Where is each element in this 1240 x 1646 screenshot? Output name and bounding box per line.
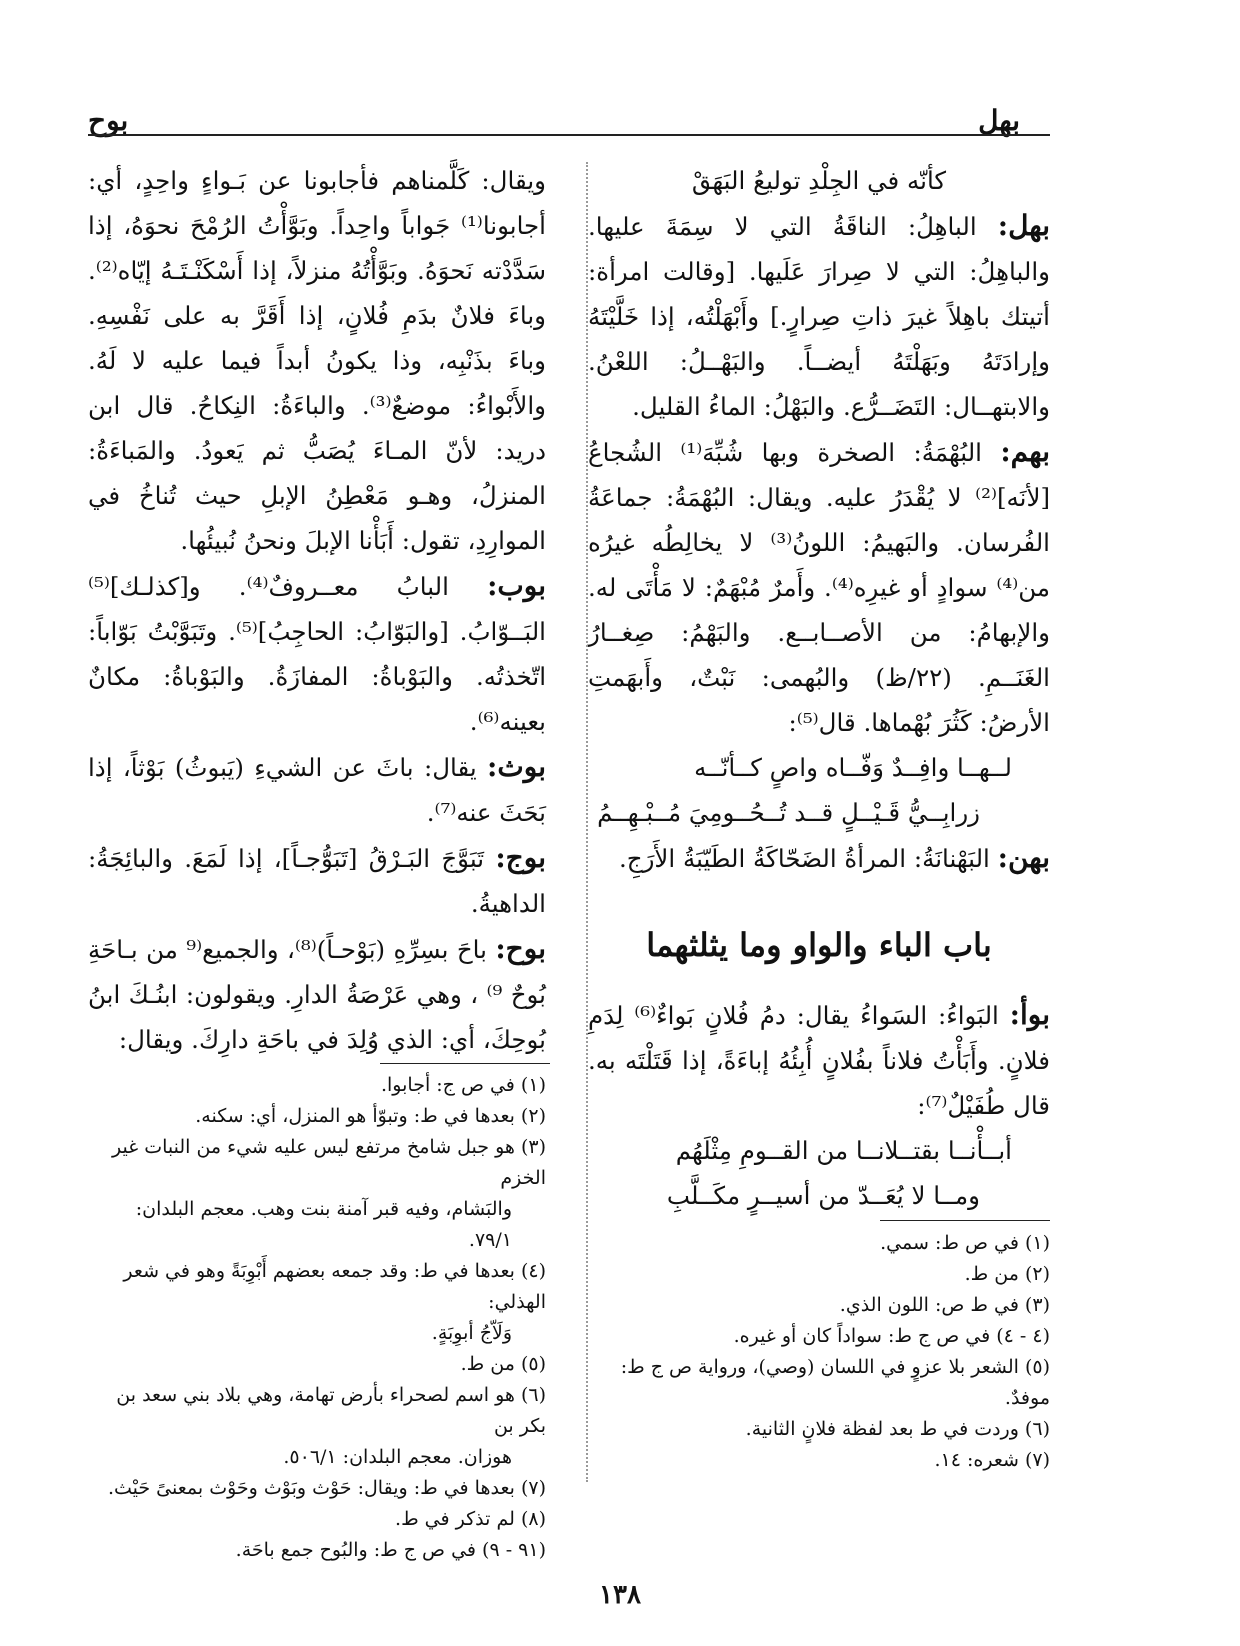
- footnote: (٦) هو اسم لصحراء بأرض تهامة، وهي بلاد بني سعد بن بكر بن: [116, 1384, 546, 1437]
- verse-line: أبــأْنــا بقتــلانــا من القــومِ مِثْلَهُم: [675, 1136, 1012, 1165]
- footnote-rule-left: [380, 1063, 550, 1064]
- footnotes-right: [590, 1228, 1050, 1476]
- footnote: (٣) في ط ص: اللون الذي.: [839, 1294, 1050, 1316]
- entry-text: البَواءُ: السَواءُ يقال: دمُ فُلانٍ بَواءٌ⁽⁶⁾ لِدَمِ فلانٍ. وأَبَأْتُ فلاناً بفُلانٍ أُبِئُهُ إباءَةً، إذا قَتَلْتَه به. قال طُفَيْلٌ⁽⁷⁾:: [588, 1001, 1050, 1120]
- header-rule: [88, 134, 1050, 136]
- entry-bawth: [88, 744, 546, 835]
- footnote: (٧) بعدها في ط: ويقال: حَوْث وبَوْث وحَوْث بمعنىً حَيْث.: [107, 1477, 546, 1499]
- verse-line: زرابِــيُّ قَـيْــلٍ قــد تُــحُــومِيَ مُــبْـهِــمُ: [597, 798, 980, 827]
- entry-text: البَهْنانَةُ: المرأةُ الضَحّاكَةُ الطَيّبَةُ الأَرَجِ.: [618, 844, 990, 873]
- entry-bawj: [88, 835, 546, 926]
- verse-line: لــهــا وافِــدٌ وَفّــاه واصٍ كــأنّــه: [694, 753, 1012, 782]
- headword: بوح:: [495, 932, 546, 965]
- footnote: (٤ - ٤) في ص ج ط: سواداً كان أو غيره.: [733, 1325, 1050, 1347]
- footnote-continuation: والبَشام، وفيه قبر آمنة بنت وهب. معجم البلدان: ٧٩/١.: [135, 1198, 512, 1251]
- headword: بوب:: [487, 569, 547, 602]
- footnote: (٩١ - ٩) في ص ج ط: والبُوح جمع باحَة.: [235, 1539, 546, 1561]
- entry-text: باحَ بسِرِّهِ (بَوْحـاً)⁽⁸⁾، والجميع⁽⁹ من بـاحَةِ بُوحٌ ⁹⁾ ، وهي عَرْصَةُ الدارِ. ويقولون: ابنُـكَ ابنُ بُوحِكَ، أي: الذي وُلِدَ في باحَةِ دارِكَ. ويقال:: [88, 935, 546, 1054]
- footnote: (٦) وردت في ط بعد لفظة فلانٍ الثانية.: [745, 1418, 1050, 1440]
- footnote: (٥) من ط.: [460, 1353, 546, 1375]
- running-header-left: بوح: [88, 104, 129, 137]
- entry-bawb: [88, 563, 546, 744]
- footnote: (٤) بعدها في ط: وقد جمعه بعضهم أَبْوِبَةً وهو في شعر الهذلي:: [123, 1260, 546, 1313]
- paragraph: ويقال: كَلَّمناهم فأجابونا عن بَـواءٍ واحِدٍ، أي: أجابونا⁽¹⁾ جَواباً واحِداً. وبَوَّأْتُ الرُمْحَ نحوَهُ، إذا سَدَّدْته نَحوَهُ. وبَوَّأْتُهُ منزلاً، إذا أَسْكَنْـتَـهُ إيّاه⁽²⁾. وباءَ فلانٌ بدَمِ فُلانٍ، إذا أَقَرَّ به على نَفْسِهِ. وباءَ بذَنْبِه، وذا يكونُ أبداً فيما عليه لا لَهُ. والأَبْواءُ: موضعٌ⁽³⁾. والباءَةُ: النِكاحُ. قال ابن دريد: لأنّ المـاءَ يُصَبُّ ثم يَعودُ. والمَباءَةُ: المنزلُ، وهـو مَعْطِنُ الإبلِ حيث تُناخُ في الموارِدِ، تقول: أَبَأْنا الإبلَ ونحنُ نُبيئُها.: [88, 166, 546, 555]
- footnote: (٧) شعره: ١٤.: [934, 1449, 1050, 1471]
- entry-bawa: [588, 992, 1050, 1128]
- footnote: (٢) من ط.: [964, 1263, 1050, 1285]
- footnote-continuation: هوزان. معجم البلدان: ٥٠٦/١.: [283, 1446, 512, 1468]
- headword: بهم:: [1000, 435, 1050, 468]
- footnote-continuation: وَلَاّجُ أبوِبَةٍ.: [431, 1322, 512, 1344]
- left-column: [88, 158, 546, 1062]
- footnote: (٨) لم تذكر في ط.: [395, 1508, 546, 1530]
- entry-bahal: [588, 203, 1050, 429]
- headword: بهل:: [997, 209, 1050, 242]
- entry-text: البُهْمَةُ: الصخرة وبها شُبِّهَ⁽¹⁾ الشُجاعُ [لأنَه]⁽²⁾ لا يُقْدَرُ عليه. ويقال: البُهْمَةُ: جماعَةُ الفُرسان. والبَهيمُ: اللونُ⁽³⁾ لا يخالِطُه غيرُه من⁽⁴⁾ سوادٍ أو غيرِه⁽⁴⁾. وأَمرٌ مُبْهَمٌ: لا مَأْتَى له. والإبهامُ: من الأصــابــع. والبَهْمُ: صِغــارُ الغَنَــمِ. (٢٢/ظ) والبُهمى: نَبْتٌ، وأَبهَمتِ الأرضُ: كَثُرَ بُهْماها. قال⁽⁵⁾:: [588, 438, 1050, 737]
- footnotes-left: [88, 1070, 546, 1566]
- footnote-rule-right: [880, 1220, 1050, 1221]
- footnote: (٥) الشعر بلا عزوٍ في اللسان (وصي)، ورواية ص ج ط: موفدٌ.: [620, 1356, 1050, 1409]
- entry-text: البابُ معــروفٌ⁽⁴⁾. و[كذلـك]⁽⁵⁾ البَــوّابُ. [والبَوّابُ: الحاجِبُ]⁽⁵⁾. وتَبَوَّبْتُ بَوّاباً: اتّخذتُه. والبَوْباةُ: المفازَةُ. والبَوْباةُ: مكانٌ بعينه⁽⁶⁾.: [88, 572, 546, 736]
- footnote: (٢) بعدها في ط: وتبوّأ هو المنزل، أي: سكنه.: [195, 1105, 546, 1127]
- section-title: باب الباء والواو وما يثلثهما: [646, 926, 992, 964]
- entry-bawh: [88, 926, 546, 1062]
- right-column: [588, 158, 1050, 1218]
- verse-line: ومــا لا يُعَــدّ من أسيــرٍ مكَــلَّبِ: [666, 1181, 980, 1210]
- footnote: (٣) هو جبل شامخ مرتفع ليس عليه شيء من النبات غير الخزم: [112, 1136, 546, 1189]
- footnote: (١) في ص ط: سمي.: [880, 1232, 1050, 1254]
- entry-text: يقال: باثَ عن الشيءِ (يَبوثُ) بَوْثاً، إذا بَحَثَ عنه⁽⁷⁾.: [88, 753, 546, 827]
- column-separator: [586, 162, 588, 1482]
- headword: بوج:: [495, 841, 546, 874]
- verse-fragment: كأنّه في الجِلْدِ توليعُ البَهَقْ: [691, 166, 947, 195]
- entry-text: الباهِلُ: الناقَةُ التي لا سِمَةَ عليها. والباهِلُ: التي لا صِرارَ عَلَيها. [وقالت امرأة: أتيتك باهِلاً غيرَ ذاتِ صِرارٍ.] وأَبْهَلْتُه، إذا خَلَّيْتَهُ وإرادَتَهُ وبَهَلْتَهُ أيضــاً. والبَهْــلُ: اللعْنُ. والابتهــال: التَضَــرُّع. والبَهْلُ: الماءُ القليل.: [588, 212, 1050, 421]
- entry-text: تَبَوَّجَ البَـرْقُ [تَبَوُّجـاً]، إذا لَمَعَ. والبائِجَةُ: الداهيةُ.: [88, 844, 546, 918]
- footnote: (١) في ص ج: أجابوا.: [380, 1074, 546, 1096]
- entry-baham: [588, 429, 1050, 745]
- page-number: ١٣٨: [599, 1580, 641, 1610]
- entry-bahan: [588, 835, 1050, 881]
- running-header-right: بهل: [978, 104, 1020, 137]
- headword: بوأ:: [1009, 998, 1050, 1031]
- headword: بوث:: [487, 750, 546, 783]
- headword: بهن:: [997, 841, 1050, 874]
